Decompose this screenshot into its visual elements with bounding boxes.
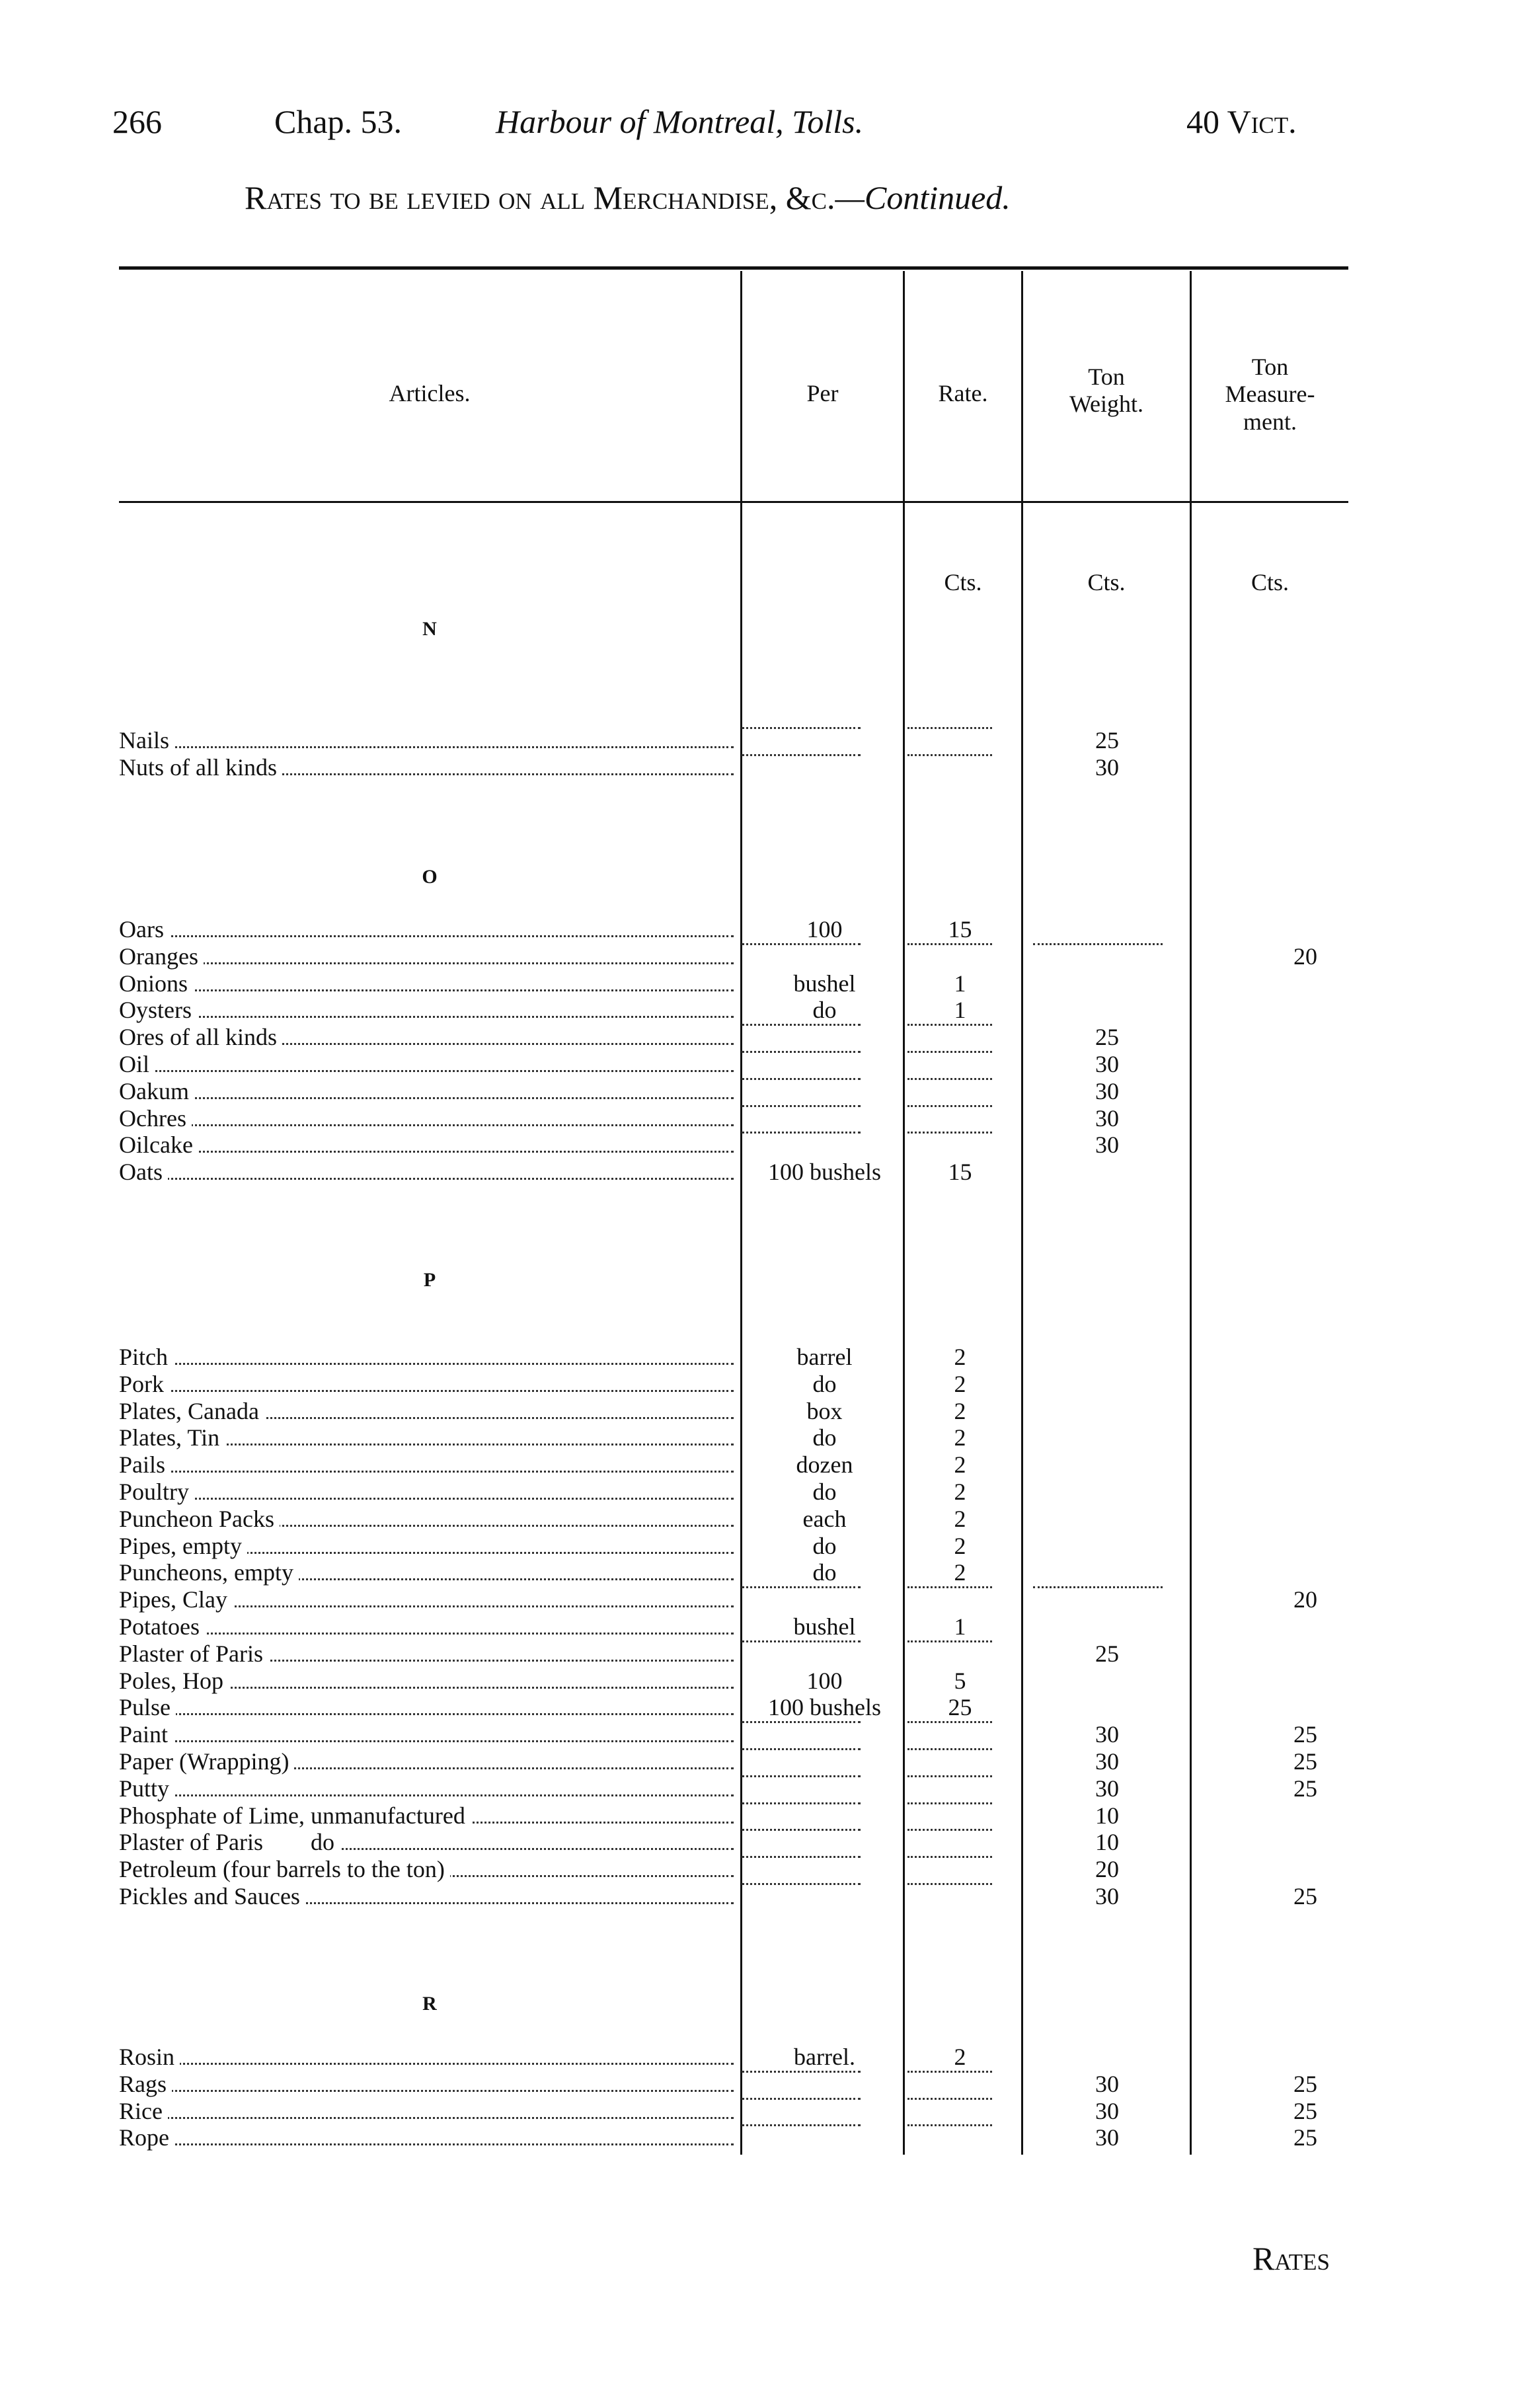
rate-cell: 5 (954, 1667, 966, 1694)
table-row (119, 1451, 1411, 1478)
empty-cell-dots (742, 1856, 861, 1858)
article-name: Poles, Hop (119, 1668, 229, 1694)
table-row (119, 1344, 1411, 1370)
per-cell: each (802, 1505, 847, 1532)
article-cell (119, 1829, 734, 1855)
table-row (119, 2071, 1411, 2097)
empty-cell-dots (742, 1640, 861, 1642)
per-cell: do (812, 1370, 837, 1397)
ton-weight-cell: 30 (1095, 1748, 1119, 1775)
per-cell: dozen (796, 1451, 853, 1479)
table-top-rule (119, 266, 1348, 270)
table-row (119, 970, 1411, 997)
article-cell (119, 2124, 734, 2151)
rate-cell: 15 (948, 916, 972, 943)
empty-cell-dots (907, 1802, 992, 1804)
empty-cell-dots (742, 2124, 861, 2126)
article-cell (119, 1883, 734, 1909)
ton-measurement-cell: 25 (1293, 1721, 1317, 1748)
table-row (119, 1613, 1411, 1640)
article-cell (119, 1398, 734, 1424)
leader-dots (119, 2117, 734, 2119)
article-cell (119, 1344, 734, 1370)
article-cell (119, 1721, 734, 1748)
rate-cell: 2 (954, 1532, 966, 1559)
article-cell (119, 2098, 734, 2124)
per-cell: do (812, 997, 837, 1024)
per-cell: bushel (793, 1613, 856, 1640)
article-name: Plates, Tin (119, 1424, 225, 1451)
table-row (119, 1748, 1411, 1775)
empty-cell-dots (742, 1748, 861, 1750)
leader-dots (119, 989, 734, 991)
article-name: Onions (119, 970, 193, 997)
section-letter: O (422, 866, 438, 888)
article-cell (119, 1479, 734, 1505)
article-cell (119, 1371, 734, 1397)
rate-cell: 1 (954, 970, 966, 997)
article-name: Pipes, empty (119, 1533, 247, 1559)
article-name: Rosin (119, 2044, 180, 2070)
table-row (119, 1586, 1411, 1613)
article-cell (119, 1424, 734, 1451)
article-name: Petroleum (four barrels to the ton) (119, 1856, 450, 1882)
ton-weight-cell: 20 (1095, 1856, 1119, 1883)
leader-dots (119, 962, 734, 964)
subtitle-main: Rates to be levied on all Merchandise, &c. (245, 179, 835, 216)
article-cell (119, 1078, 734, 1104)
col-head-articles: Articles. (389, 380, 471, 406)
col-head-ton-weight-line1: Ton (1088, 364, 1125, 390)
article-name: Oats (119, 1159, 168, 1185)
table-row (119, 2098, 1411, 2124)
article-cell (119, 1559, 734, 1586)
empty-cell-dots (742, 1051, 861, 1053)
empty-cell-dots (907, 1775, 992, 1777)
table-row (119, 2044, 1411, 2070)
table-row (119, 1424, 1411, 1451)
article-name: Ochres (119, 1105, 192, 1132)
article-cell (119, 1533, 734, 1559)
article-name: Potatoes (119, 1613, 205, 1640)
article-cell (119, 1802, 734, 1829)
subtitle-continued: —Continued. (835, 179, 1011, 216)
article-cell (119, 1024, 734, 1050)
table-row (119, 1883, 1411, 1909)
article-name: Rice (119, 2098, 168, 2124)
table-row (119, 1802, 1411, 1829)
article-name: Plaster of Paris (119, 1640, 268, 1667)
article-cell (119, 2071, 734, 2097)
empty-cell-dots (907, 1829, 992, 1831)
section-letter: P (423, 1269, 436, 1291)
empty-cell-dots (907, 1640, 992, 1642)
article-cell (119, 1105, 734, 1132)
article-cell (119, 1640, 734, 1667)
rate-cell: 2 (954, 1505, 966, 1532)
article-name: Poultry (119, 1479, 194, 1505)
empty-cell-dots (742, 1132, 861, 1134)
table-subtitle (245, 178, 1011, 217)
article-name: Pipes, Clay (119, 1586, 233, 1613)
per-cell: do (812, 1532, 837, 1559)
leader-dots (119, 1713, 734, 1715)
article-cell (119, 754, 734, 781)
ton-measurement-cell: 25 (1293, 1748, 1317, 1775)
ton-weight-cell: 30 (1095, 2097, 1119, 2124)
col-head-ton-measurement-line3: ment. (1243, 408, 1297, 435)
article-cell (119, 1586, 734, 1613)
leader-dots (119, 2143, 734, 2145)
empty-cell-dots (907, 2124, 992, 2126)
table-row (119, 727, 1411, 753)
per-cell: barrel. (794, 2044, 855, 2070)
article-name: Plates, Canada (119, 1398, 264, 1424)
empty-cell-dots (907, 1586, 992, 1588)
ton-weight-cell: 30 (1095, 1132, 1119, 1159)
ton-weight-cell: 30 (1095, 753, 1119, 781)
per-cell: 100 (806, 916, 843, 943)
ton-weight-cell: 25 (1095, 727, 1119, 753)
per-cell: 100 bushels (768, 1694, 881, 1721)
ton-weight-cell: 30 (1095, 1721, 1119, 1748)
leader-dots (119, 2090, 734, 2092)
ton-weight-cell: 10 (1095, 1802, 1119, 1829)
col-head-ton-measurement (1192, 354, 1348, 436)
ton-weight-cell: 30 (1095, 2070, 1119, 2097)
table-row (119, 1775, 1411, 1802)
table-row (119, 1132, 1411, 1158)
section-letter: N (422, 618, 437, 640)
empty-cell-dots (742, 1024, 861, 1026)
leader-dots (119, 1740, 734, 1742)
leader-dots (119, 1794, 734, 1796)
empty-cell-dots (907, 1105, 992, 1107)
empty-cell-dots (907, 1024, 992, 1026)
leader-dots (119, 1498, 734, 1500)
empty-cell-dots (907, 1748, 992, 1750)
leader-dots (119, 1390, 734, 1392)
article-name: Oilcake (119, 1132, 198, 1158)
per-cell: do (812, 1424, 837, 1451)
article-cell (119, 1694, 734, 1720)
empty-cell-dots (742, 2071, 861, 2073)
empty-cell-dots (907, 2098, 992, 2100)
table-row (119, 1533, 1411, 1559)
chapter-label: Chap. 53. (274, 103, 403, 140)
section-letter: R (422, 1993, 437, 2015)
per-cell: do (812, 1559, 837, 1586)
per-cell: box (806, 1397, 843, 1424)
ton-measurement-cell: 25 (1293, 1775, 1317, 1802)
leader-dots (119, 1363, 734, 1365)
empty-cell-dots (742, 1775, 861, 1777)
empty-cell-dots (907, 1721, 992, 1723)
table-row (119, 1479, 1411, 1505)
article-name: Paint (119, 1721, 173, 1748)
article-name: Puncheon Packs (119, 1506, 280, 1532)
unit-ton-weight: Cts. (1087, 569, 1126, 596)
empty-cell-dots (742, 943, 861, 945)
table-row (119, 1506, 1411, 1532)
empty-cell-dots (742, 1078, 861, 1080)
rate-cell: 25 (948, 1694, 972, 1721)
ton-weight-cell: 25 (1095, 1640, 1119, 1667)
table-row (119, 1856, 1411, 1882)
rate-cell: 2 (954, 1397, 966, 1424)
table-row (119, 1078, 1411, 1104)
rate-cell: 2 (954, 1370, 966, 1397)
table-row (119, 1829, 1411, 1855)
article-cell (119, 727, 734, 753)
leader-dots (119, 1471, 734, 1473)
rate-cell: 2 (954, 1424, 966, 1451)
per-cell: bushel (793, 970, 856, 997)
table-row (119, 916, 1411, 943)
table-row (119, 1721, 1411, 1748)
rate-cell: 15 (948, 1159, 972, 1186)
per-cell: 100 bushels (768, 1159, 881, 1186)
article-name: Paper (Wrapping) (119, 1748, 294, 1775)
article-name: Pails (119, 1451, 171, 1478)
col-head-ton-weight-line2: Weight. (1069, 391, 1144, 418)
running-title: Harbour of Montreal, Tolls. (496, 103, 864, 140)
table-row (119, 1640, 1411, 1667)
empty-cell-dots (742, 1883, 861, 1885)
article-cell (119, 997, 734, 1023)
article-cell (119, 2044, 734, 2070)
ton-measurement-cell: 25 (1293, 2124, 1317, 2151)
table-row (119, 1694, 1411, 1720)
article-name: Nails (119, 727, 174, 753)
article-cell (119, 1132, 734, 1158)
article-cell (119, 1051, 734, 1077)
ton-measurement-cell: 25 (1293, 1883, 1317, 1909)
article-name: Pickles and Sauces (119, 1883, 305, 1909)
per-cell: barrel (796, 1344, 853, 1370)
article-name: Pitch (119, 1344, 173, 1370)
empty-cell-dots (742, 1721, 861, 1723)
unit-ton-measurement: Cts. (1251, 569, 1290, 596)
header-bottom-rule (119, 501, 1348, 503)
table-row (119, 754, 1411, 781)
article-cell (119, 1451, 734, 1478)
article-name: Pulse (119, 1694, 176, 1720)
per-cell: do (812, 1479, 837, 1505)
article-name: Rags (119, 2071, 172, 2097)
ton-weight-cell: 30 (1095, 1051, 1119, 1077)
leader-dots (119, 935, 734, 937)
table-row (119, 1159, 1411, 1185)
article-cell (119, 1856, 734, 1882)
page-number: 266 (112, 103, 162, 140)
article-cell (119, 1748, 734, 1775)
empty-cell-dots (907, 754, 992, 756)
ton-measurement-cell: 20 (1293, 943, 1317, 970)
table-row (119, 1371, 1411, 1397)
empty-cell-dots (1033, 943, 1163, 945)
table-row (119, 1559, 1411, 1586)
article-name: Ores of all kinds (119, 1024, 282, 1050)
empty-cell-dots (742, 754, 861, 756)
ton-weight-cell: 30 (1095, 2124, 1119, 2151)
leader-dots (119, 1097, 734, 1099)
ton-weight-cell: 30 (1095, 1104, 1119, 1132)
article-name: Oranges (119, 943, 204, 970)
article-name: Rope (119, 2124, 174, 2151)
article-cell (119, 916, 734, 943)
empty-cell-dots (907, 2071, 992, 2073)
rate-cell: 2 (954, 1451, 966, 1479)
empty-cell-dots (907, 943, 992, 945)
article-name: Oars (119, 916, 169, 943)
rate-cell: 2 (954, 1479, 966, 1505)
ton-weight-cell: 25 (1095, 1024, 1119, 1051)
rate-cell: 2 (954, 1559, 966, 1586)
table-row (119, 2124, 1411, 2151)
table-row (119, 997, 1411, 1023)
empty-cell-dots (907, 1883, 992, 1885)
col-head-ton-measurement-line1: Ton (1251, 354, 1289, 380)
regnal-year: 40 Vict. (1186, 103, 1297, 140)
leader-dots (119, 1633, 734, 1635)
article-name: Puncheons, empty (119, 1559, 299, 1586)
empty-cell-dots (907, 1051, 992, 1053)
article-cell (119, 1159, 734, 1185)
empty-cell-dots (907, 727, 992, 729)
article-cell (119, 1668, 734, 1694)
article-cell (119, 1613, 734, 1640)
col-head-per: Per (806, 380, 839, 406)
empty-cell-dots (1033, 1586, 1163, 1588)
article-name: Plaster of Paris do (119, 1829, 340, 1855)
empty-cell-dots (742, 1802, 861, 1804)
table-row (119, 1105, 1411, 1132)
leader-dots (119, 1151, 734, 1153)
ton-weight-cell: 10 (1095, 1829, 1119, 1856)
leader-dots (119, 746, 734, 748)
empty-cell-dots (742, 727, 861, 729)
empty-cell-dots (742, 1105, 861, 1107)
ton-weight-cell: 30 (1095, 1775, 1119, 1802)
per-cell: 100 (806, 1667, 843, 1694)
rate-cell: 1 (954, 1613, 966, 1640)
rate-cell: 2 (954, 2044, 966, 2070)
table-row (119, 1051, 1411, 1077)
rate-cell: 2 (954, 1344, 966, 1370)
article-name: Nuts of all kinds (119, 754, 282, 781)
leader-dots (119, 1070, 734, 1072)
empty-cell-dots (742, 1829, 861, 1831)
col-head-ton-measurement-line2: Measure- (1225, 381, 1315, 408)
table-row (119, 1398, 1411, 1424)
article-name: Oil (119, 1051, 155, 1077)
ton-weight-cell: 30 (1095, 1883, 1119, 1909)
leader-dots (119, 1124, 734, 1126)
empty-cell-dots (907, 1132, 992, 1134)
article-name: Pork (119, 1371, 169, 1397)
article-cell (119, 943, 734, 970)
leader-dots (119, 1016, 734, 1018)
empty-cell-dots (742, 1586, 861, 1588)
table-row (119, 943, 1411, 970)
article-cell (119, 970, 734, 997)
article-cell (119, 1775, 734, 1802)
empty-cell-dots (907, 1856, 992, 1858)
article-name: Oakum (119, 1078, 194, 1104)
table-row (119, 1024, 1411, 1050)
catchword: Rates (1252, 2240, 1330, 2277)
leader-dots (119, 1178, 734, 1180)
article-cell (119, 1506, 734, 1532)
col-head-ton-weight (1023, 364, 1190, 418)
ton-weight-cell: 30 (1095, 1077, 1119, 1104)
leader-dots (119, 2063, 734, 2065)
rate-cell: 1 (954, 997, 966, 1024)
ton-measurement-cell: 25 (1293, 2097, 1317, 2124)
col-head-rate: Rate. (938, 380, 988, 406)
article-name: Phosphate of Lime, unmanufactured (119, 1802, 471, 1829)
ton-measurement-cell: 25 (1293, 2070, 1317, 2097)
ton-measurement-cell: 20 (1293, 1586, 1317, 1613)
table-row (119, 1668, 1411, 1694)
article-name: Oysters (119, 997, 197, 1023)
article-name: Putty (119, 1775, 174, 1802)
empty-cell-dots (742, 2098, 861, 2100)
empty-cell-dots (907, 1078, 992, 1080)
unit-rate: Cts. (944, 569, 982, 596)
